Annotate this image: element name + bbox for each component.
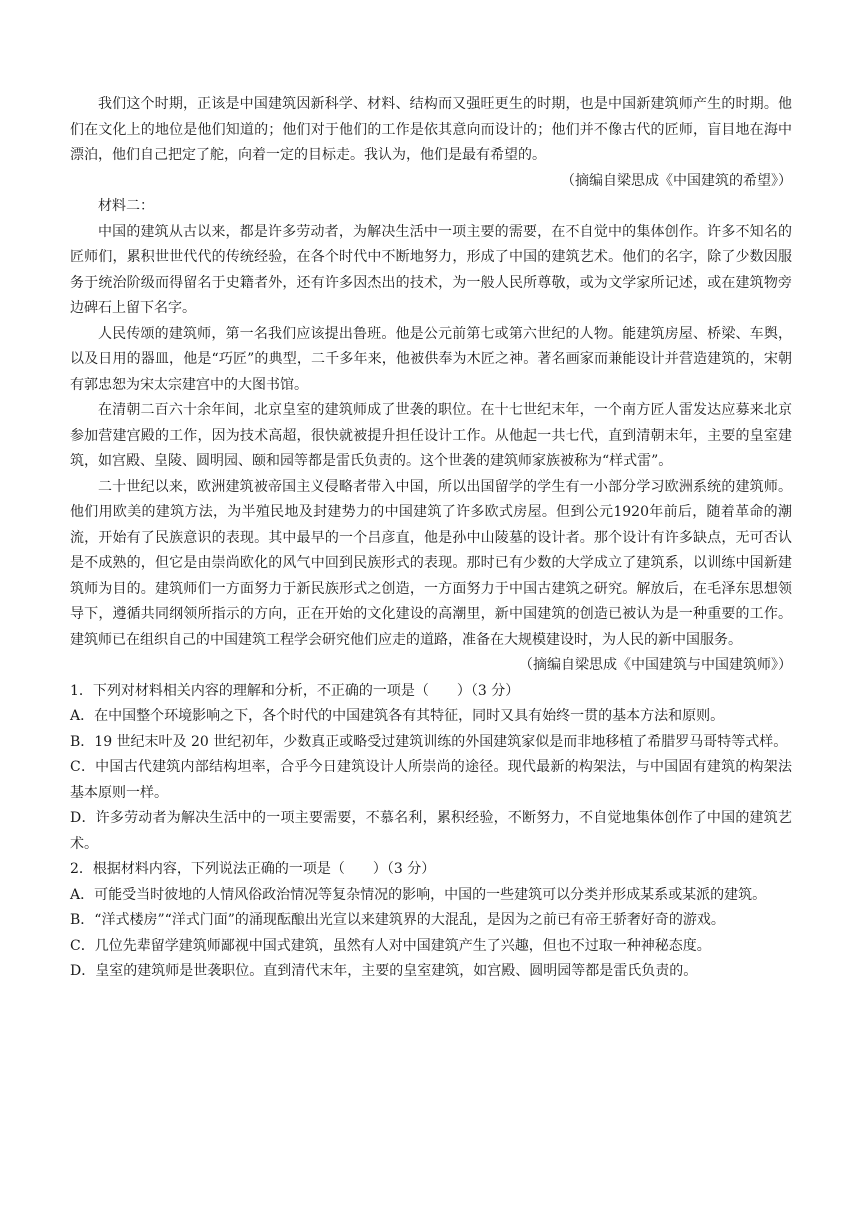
material1-paragraph: 我们这个时期，正该是中国建筑因新科学、材料、结构而又强旺更生的时期，也是中国新建筑师产生的时期。他们在文化上的地位是他们知道的；他们对于他们的工作是依其意向而设计的；他们并不像古代的匠师，盲目地在海中漂泊，他们自己把定了舵，向着一定的目标走。我认为，他们是最有希望的。 [70,96,792,163]
question-1-option-c[interactable]: C．中国古代建筑内部结构坦率，合乎今日建筑设计人所崇尚的途径。现代最新的构架法，与中国固有建筑的构架法基本原则一样。 [70,759,792,801]
question-2-option-d[interactable]: D．皇室的建筑师是世袭职位。直到清代末年，主要的皇室建筑，如宫殿、圆明园等都是雷氏负责的。 [70,963,698,979]
material2-heading: 材料二： [98,198,154,214]
material1-source: （摘编自梁思成《中国建筑的希望》） [561,172,792,189]
material2-paragraph-2: 人民传颂的建筑师，第一名我们应该提出鲁班。他是公元前第七或第六世纪的人物。能建筑房屋、桥梁、车舆，以及日用的器皿，他是“巧匠”的典型，二千多年来，他被供奉为木匠之神。著名画家而兼能设计并营造建筑的，宋朝有郭忠恕为宋太宗建宫中的大图书馆。 [70,325,792,393]
question-1-option-b[interactable]: B．19 世纪末叶及 20 世纪初年，少数真正或略受过建筑训练的外国建筑家似是而非地移植了希腊罗马哥特等式样。 [70,733,788,750]
question-1 [70,679,792,858]
question-1-option-d[interactable]: D．许多劳动者为解决生活中的一项主要需要，不慕名利，累积经验，不断努力，不自觉地集体创作了中国的建筑艺术。 [70,810,792,852]
material2-paragraph-4: 二十世纪以来，欧洲建筑被帝国主义侵略者带入中国，所以出国留学的学生有一小部分学习欧洲系统的建筑师。他们用欧美的建筑方法，为半殖民地及封建势力的中国建筑了许多欧式房屋。但到公元1920年前后，随着革命的潮流，开始有了民族意识的表现。其中最早的一个吕彦直，他是孙中山陵墓的设计者。那个设计有许多缺点，无可否认是不成熟的，但它是由崇尚欧化的风气中回到民族形式的表现。那时已有少数的大学成立了建筑系，以训练中国新建筑师为目的。建筑师们一方面努力于新民族形式之创造，一方面努力于中国古建筑之研究。解放后，在毛泽东思想领导下，遵循共同纲领所指示的方向，正在开始的文化建设的高潮里，新中国建筑的创造已被认为是一种重要的工作。建筑师已在组织自己的中国建筑工程学会研究他们应走的道路，准备在大规模建设时，为人民的新中国服务。 [70,478,792,648]
question-2-stem: 2．根据材料内容，下列说法正确的一项是（ ）（3 分） [70,861,436,877]
question-1-stem: 1．下列对材料相关内容的理解和分析，不正确的一项是（ ）（3 分） [70,682,520,699]
question-2-option-b[interactable]: B．“洋式楼房”“洋式门面”的涌现酝酿出光宣以来建筑界的大混乱，是因为之前已有帝王骄奢好奇的游戏。 [70,912,725,928]
material2-source: （摘编自梁思成《中国建筑与中国建筑师》） [519,657,792,673]
material2-paragraph-1: 中国的建筑从古以来，都是许多劳动者，为解决生活中一项主要的需要，在不自觉中的集体创作。许多不知名的匠师们，累积世世代代的传统经验，在各个时代中不断地努力，形成了中国的建筑艺术。他们的名字，除了少数因服务于统治阶级而得留名于史籍者外，还有许多因杰出的技术，为一般人民所尊敬，或为文学家所记述，或在建筑物旁边碑石上留下名字。 [70,223,792,316]
material2-paragraph-3: 在清朝二百六十余年间，北京皇室的建筑师成了世袭的职位。在十七世纪末年，一个南方匠人雷发达应募来北京参加营建宫殿的工作，因为技术高超，很快就被提升担任设计工作。从他起一共七代，直到清朝末年，主要的皇室建筑，如宫殿、皇陵、圆明园、颐和园等都是雷氏负责的。这个世袭的建筑师家族被称为“样式雷”。 [70,402,792,469]
exam-page [70,92,792,985]
question-2 [70,857,792,985]
question-1-option-a[interactable]: A．在中国整个环境影响之下，各个时代的中国建筑各有其特征，同时又具有始终一贯的基本方法和原则。 [70,708,725,724]
question-2-option-a[interactable]: A．可能受当时彼地的人情风俗政治情况等复杂情况的影响，中国的一些建筑可以分类并形成某系或某派的建筑。 [70,886,767,903]
question-2-option-c[interactable]: C．几位先辈留学建筑师鄙视中国式建筑，虽然有人对中国建筑产生了兴趣，但也不过取一种神秘态度。 [70,937,711,954]
